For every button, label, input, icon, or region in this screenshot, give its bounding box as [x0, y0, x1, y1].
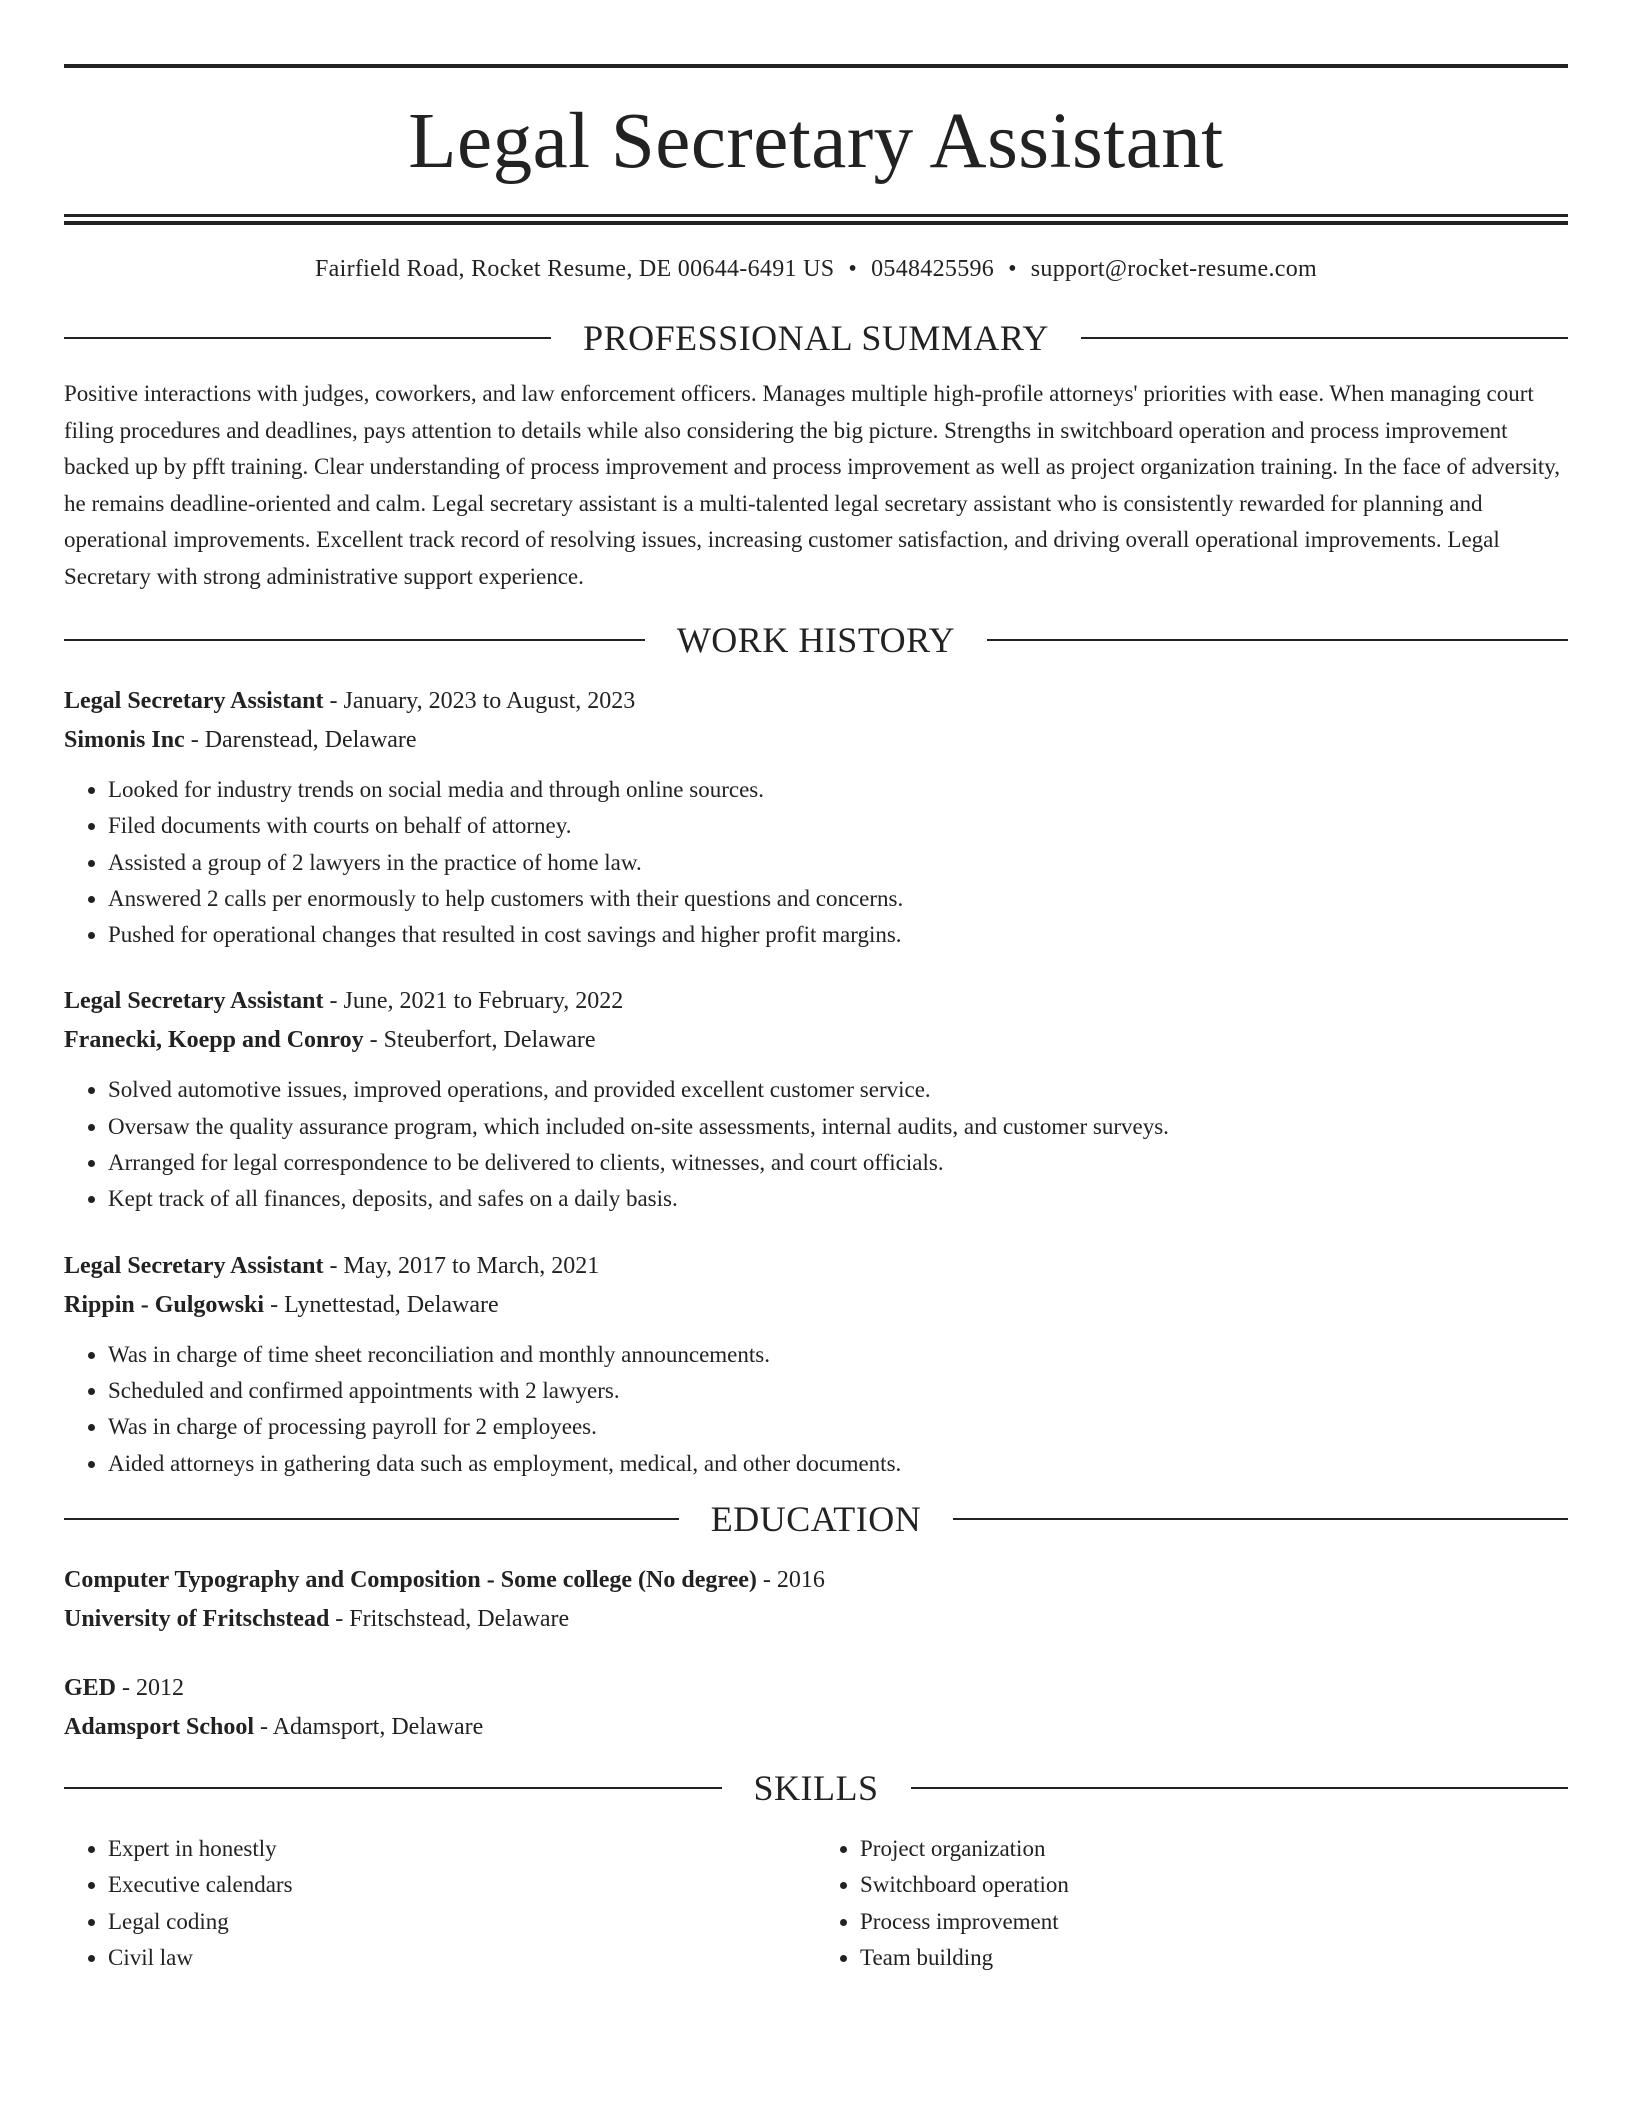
- job-bullet: • Filed documents with courts on behalf of attorney.: [108, 808, 1568, 844]
- job-bullet: • Arranged for legal correspondence to be delivered to clients, witnesses, and court officials.: [108, 1145, 1568, 1181]
- job-role: Legal Secretary Assistant: [64, 988, 324, 1015]
- job-bullet: • Looked for industry trends on social media and through online sources.: [108, 772, 1568, 808]
- job-bullet: • Assisted a group of 2 lawyers in the practice of home law.: [108, 845, 1568, 881]
- job-company: Franecki, Koepp and Conroy: [64, 1027, 364, 1054]
- resume-page: [64, 64, 1568, 1977]
- skill-item: • Expert in honestly: [108, 1831, 816, 1868]
- header-top-rule: [64, 64, 1568, 68]
- job-company: Simonis Inc: [64, 727, 185, 753]
- education-degree: GED: [64, 1674, 117, 1701]
- job-bullets: [64, 1072, 1568, 1217]
- education-location: - Fritschstead, Delaware: [329, 1605, 570, 1632]
- skill-item: • Team building: [860, 1940, 1568, 1977]
- section-title-work: WORK HISTORY: [676, 620, 956, 660]
- section-rule-right: [911, 1787, 1569, 1789]
- job-role: Legal Secretary Assistant: [64, 688, 324, 714]
- job-title-line: [64, 1247, 1568, 1286]
- education-school-line: [64, 1708, 1568, 1747]
- job-bullet: • Oversaw the quality assurance program, which included on-site assessments, internal audits, and customer surveys.: [108, 1109, 1568, 1145]
- education-school: University of Fritschstead: [64, 1605, 330, 1632]
- contact-address: Fairfield Road, Rocket Resume, DE 00644-6491 US: [315, 256, 835, 282]
- section-title-summary: PROFESSIONAL SUMMARY: [583, 318, 1049, 358]
- skill-item: • Civil law: [108, 1940, 816, 1977]
- section-header-summary: [64, 317, 1568, 359]
- education-degree-line: [64, 1561, 1568, 1600]
- education-school-line: [64, 1600, 1568, 1639]
- resume-name: Legal Secretary Assistant: [408, 98, 1224, 185]
- section-rule-left: [64, 639, 645, 641]
- skills-column-right: [816, 1831, 1568, 1977]
- skill-item: • Executive calendars: [108, 1867, 816, 1904]
- education-school: Adamsport School: [64, 1713, 255, 1740]
- job-bullet: • Kept track of all finances, deposits, and safes on a daily basis.: [108, 1181, 1568, 1217]
- job-company-line: [64, 721, 1568, 760]
- job-dates: - May, 2017 to March, 2021: [323, 1252, 600, 1279]
- section-rule-right: [1081, 337, 1568, 339]
- job-company-line: [64, 1021, 1568, 1060]
- section-rule-right: [953, 1518, 1568, 1520]
- contact-email: support@rocket-resume.com: [1030, 256, 1317, 282]
- job-dates: - June, 2021 to February, 2022: [323, 988, 624, 1015]
- job-location: - Lynettestad, Delaware: [264, 1291, 499, 1318]
- job-title-line: [64, 682, 1568, 721]
- education-entry: [64, 1669, 1568, 1747]
- skill-item: • Legal coding: [108, 1904, 816, 1941]
- job-bullets: [64, 1337, 1568, 1482]
- skills-column-left: [64, 1831, 816, 1977]
- job-bullet: • Aided attorneys in gathering data such as employment, medical, and other documents.: [108, 1446, 1568, 1482]
- skill-item: • Project organization: [860, 1831, 1568, 1868]
- education-entry: [64, 1561, 1568, 1639]
- job-entry: [64, 682, 1568, 953]
- job-entry: [64, 982, 1568, 1217]
- section-header-work: [64, 619, 1568, 661]
- education-year: - 2016: [756, 1566, 825, 1593]
- section-title-education: EDUCATION: [710, 1498, 922, 1539]
- job-company: Rippin - Gulgowski: [64, 1291, 265, 1318]
- job-bullet: • Solved automotive issues, improved operations, and provided excellent customer service.: [108, 1072, 1568, 1108]
- contact-separator: •: [848, 256, 858, 282]
- education-degree-line: [64, 1669, 1568, 1708]
- job-bullet: • Pushed for operational changes that resulted in cost savings and higher profit margins.: [108, 917, 1568, 953]
- section-rule-left: [64, 1518, 679, 1520]
- job-location: - Steuberfort, Delaware: [363, 1027, 596, 1054]
- section-header-skills: [64, 1767, 1568, 1809]
- skill-item: • Switchboard operation: [860, 1867, 1568, 1904]
- education-degree: Computer Typography and Composition - Some college (No degree): [64, 1566, 757, 1593]
- job-location: - Darenstead, Delaware: [184, 727, 417, 753]
- summary-text: Positive interactions with judges, coworkers, and law enforcement officers. Manages multiple high-profile attorneys' priorities with ease. When managing court filing procedures and deadlines, pays attention to details while also considering the big picture. Strengths in switchboard operation and process improvement backed up by pfft training. Clear understanding of process improvement and process improvement as well as project organization training. In the face of adversity, he remains deadline-oriented and calm. Legal secretary assistant is a multi-talented legal secretary assistant who is consistently rewarded for planning and operational improvements. Excellent track record of resolving issues, increasing customer satisfaction, and driving overall operational improvements. Legal Secretary with strong administrative support experience.: [64, 381, 1561, 589]
- job-bullet: • Scheduled and confirmed appointments with 2 lawyers.: [108, 1373, 1568, 1409]
- education-location: - Adamsport, Delaware: [254, 1713, 484, 1740]
- contact-phone: 0548425596: [871, 256, 995, 282]
- job-dates: - January, 2023 to August, 2023: [323, 688, 636, 714]
- skill-item: • Process improvement: [860, 1904, 1568, 1941]
- section-rule-left: [64, 337, 551, 339]
- job-company-line: [64, 1286, 1568, 1325]
- section-title-skills: SKILLS: [753, 1767, 879, 1808]
- section-rule-right: [987, 639, 1568, 641]
- education-year: - 2012: [116, 1674, 185, 1701]
- header-double-rule: [64, 214, 1568, 225]
- contact-separator: •: [1008, 256, 1017, 282]
- job-bullet: • Was in charge of time sheet reconciliation and monthly announcements.: [108, 1337, 1568, 1373]
- job-title-line: [64, 982, 1568, 1021]
- skills-list: [64, 1831, 1568, 1977]
- section-header-education: [64, 1498, 1568, 1540]
- section-rule-left: [64, 1787, 722, 1789]
- job-entry: [64, 1247, 1568, 1482]
- job-bullet: • Answered 2 calls per enormously to help customers with their questions and concerns.: [108, 881, 1568, 917]
- job-bullet: • Was in charge of processing payroll for 2 employees.: [108, 1409, 1568, 1445]
- contact-line: [64, 256, 1568, 283]
- job-role: Legal Secretary Assistant: [64, 1252, 324, 1279]
- job-bullets: [64, 772, 1568, 953]
